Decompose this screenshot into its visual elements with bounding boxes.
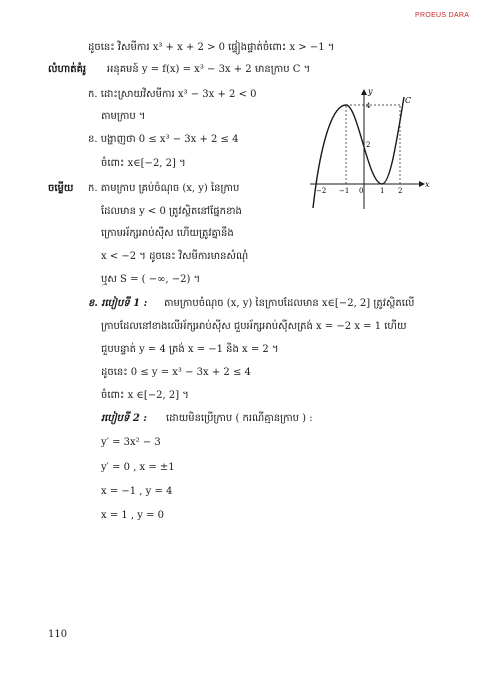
tick-label-origin: 0: [359, 187, 364, 195]
answer-a-line1: ក. តាមក្រាប គ្រប់ចំណុច (x, y) នៃក្រាប: [88, 183, 240, 194]
equation-max: x = −1 , y = 4: [101, 486, 173, 497]
tick-label-x-1: 1: [380, 187, 385, 195]
header-brand: PROEUS DARA: [415, 12, 470, 19]
answer-a-line3: ក្រោមអ័ក្សអាប់ស៊ីស ហើយត្រូវគ្នានឹង: [101, 228, 234, 239]
method1-line3: ជួបបន្ទាត់ y = 4 ត្រង់ x = −1 និង x = 2 ។: [101, 344, 279, 355]
page-number: 110: [48, 629, 68, 640]
equation-min: x = 1 , y = 0: [101, 510, 165, 521]
tick-label-x-minus2: −2: [316, 187, 327, 195]
method1-line4: ដូចនេះ 0 ≤ y = x³ − 3x + 2 ≤ 4: [101, 367, 251, 378]
method2-label: របៀបទី 2 :: [101, 413, 147, 424]
example-statement: អនុគមន៍ y = f(x) = x³ − 3x + 2 មានក្រាប C ។: [107, 64, 311, 75]
tick-label-x-minus1: −1: [339, 187, 350, 195]
tick-label-x-2: 2: [398, 187, 403, 195]
method2-text: ដោយមិនប្រើក្រាប ( ករណីគ្មានក្រាប ) :: [166, 413, 313, 424]
tick-label-y-2: 2: [366, 141, 371, 149]
text-line: ដូចនេះ វិសមីការ x³ + x + 2 > 0 ផ្ទៀងផ្ទាត់ចំពោះ x > −1 ។: [88, 42, 335, 53]
method1-line2: ក្រាបដែលនៅខាងលើអ័ក្សអាប់ស៊ីស ជួបអ័ក្សអាប់ស៊ីសត្រង់ x = −2 x = 1 ហើយ: [101, 321, 407, 332]
equation-critical-points: y′ = 0 , x = ±1: [101, 462, 175, 473]
method1-line5: ចំពោះ x ∈[−2, 2] ។: [101, 390, 189, 401]
y-axis-label: y: [368, 87, 373, 96]
curve-label: C: [405, 96, 412, 105]
method1-label: ខ. របៀបទី 1 :: [88, 298, 148, 309]
answer-a-line4: x < −2 ។ ដូចនេះ វិសមីការមានសំណុំ: [101, 251, 249, 262]
question-b-line2: ចំពោះ x∈[−2, 2] ។: [101, 158, 186, 169]
x-axis-label: x: [425, 180, 430, 189]
answer-a-line2: ដែលមាន y < 0 ត្រូវស្ថិតនៅផ្នែកខាង: [101, 206, 242, 217]
cubic-function-graph: [300, 85, 440, 215]
equation-derivative: y′ = 3x² − 3: [101, 437, 161, 448]
answer-label: ចម្លើយ: [48, 183, 74, 194]
tick-label-y-4: 4: [366, 102, 371, 110]
question-a-line2: តាមក្រាប ។: [101, 111, 146, 122]
question-b-line1: ខ. បង្ហាញថា 0 ≤ x³ − 3x + 2 ≤ 4: [88, 134, 239, 145]
answer-a-line5: ឬស S = ( −∞, −2) ។: [101, 274, 201, 285]
example-label: លំហាត់គំរូ: [48, 64, 87, 75]
question-a-line1: ក. ដោះស្រាយវិសមីការ x³ − 3x + 2 < 0: [88, 89, 257, 100]
method1-line1: តាមក្រាបចំណុច (x, y) នៃក្រាបដែលមាន x∈[−2, 2] ត្រូវស្ថិតលើ: [164, 298, 415, 309]
